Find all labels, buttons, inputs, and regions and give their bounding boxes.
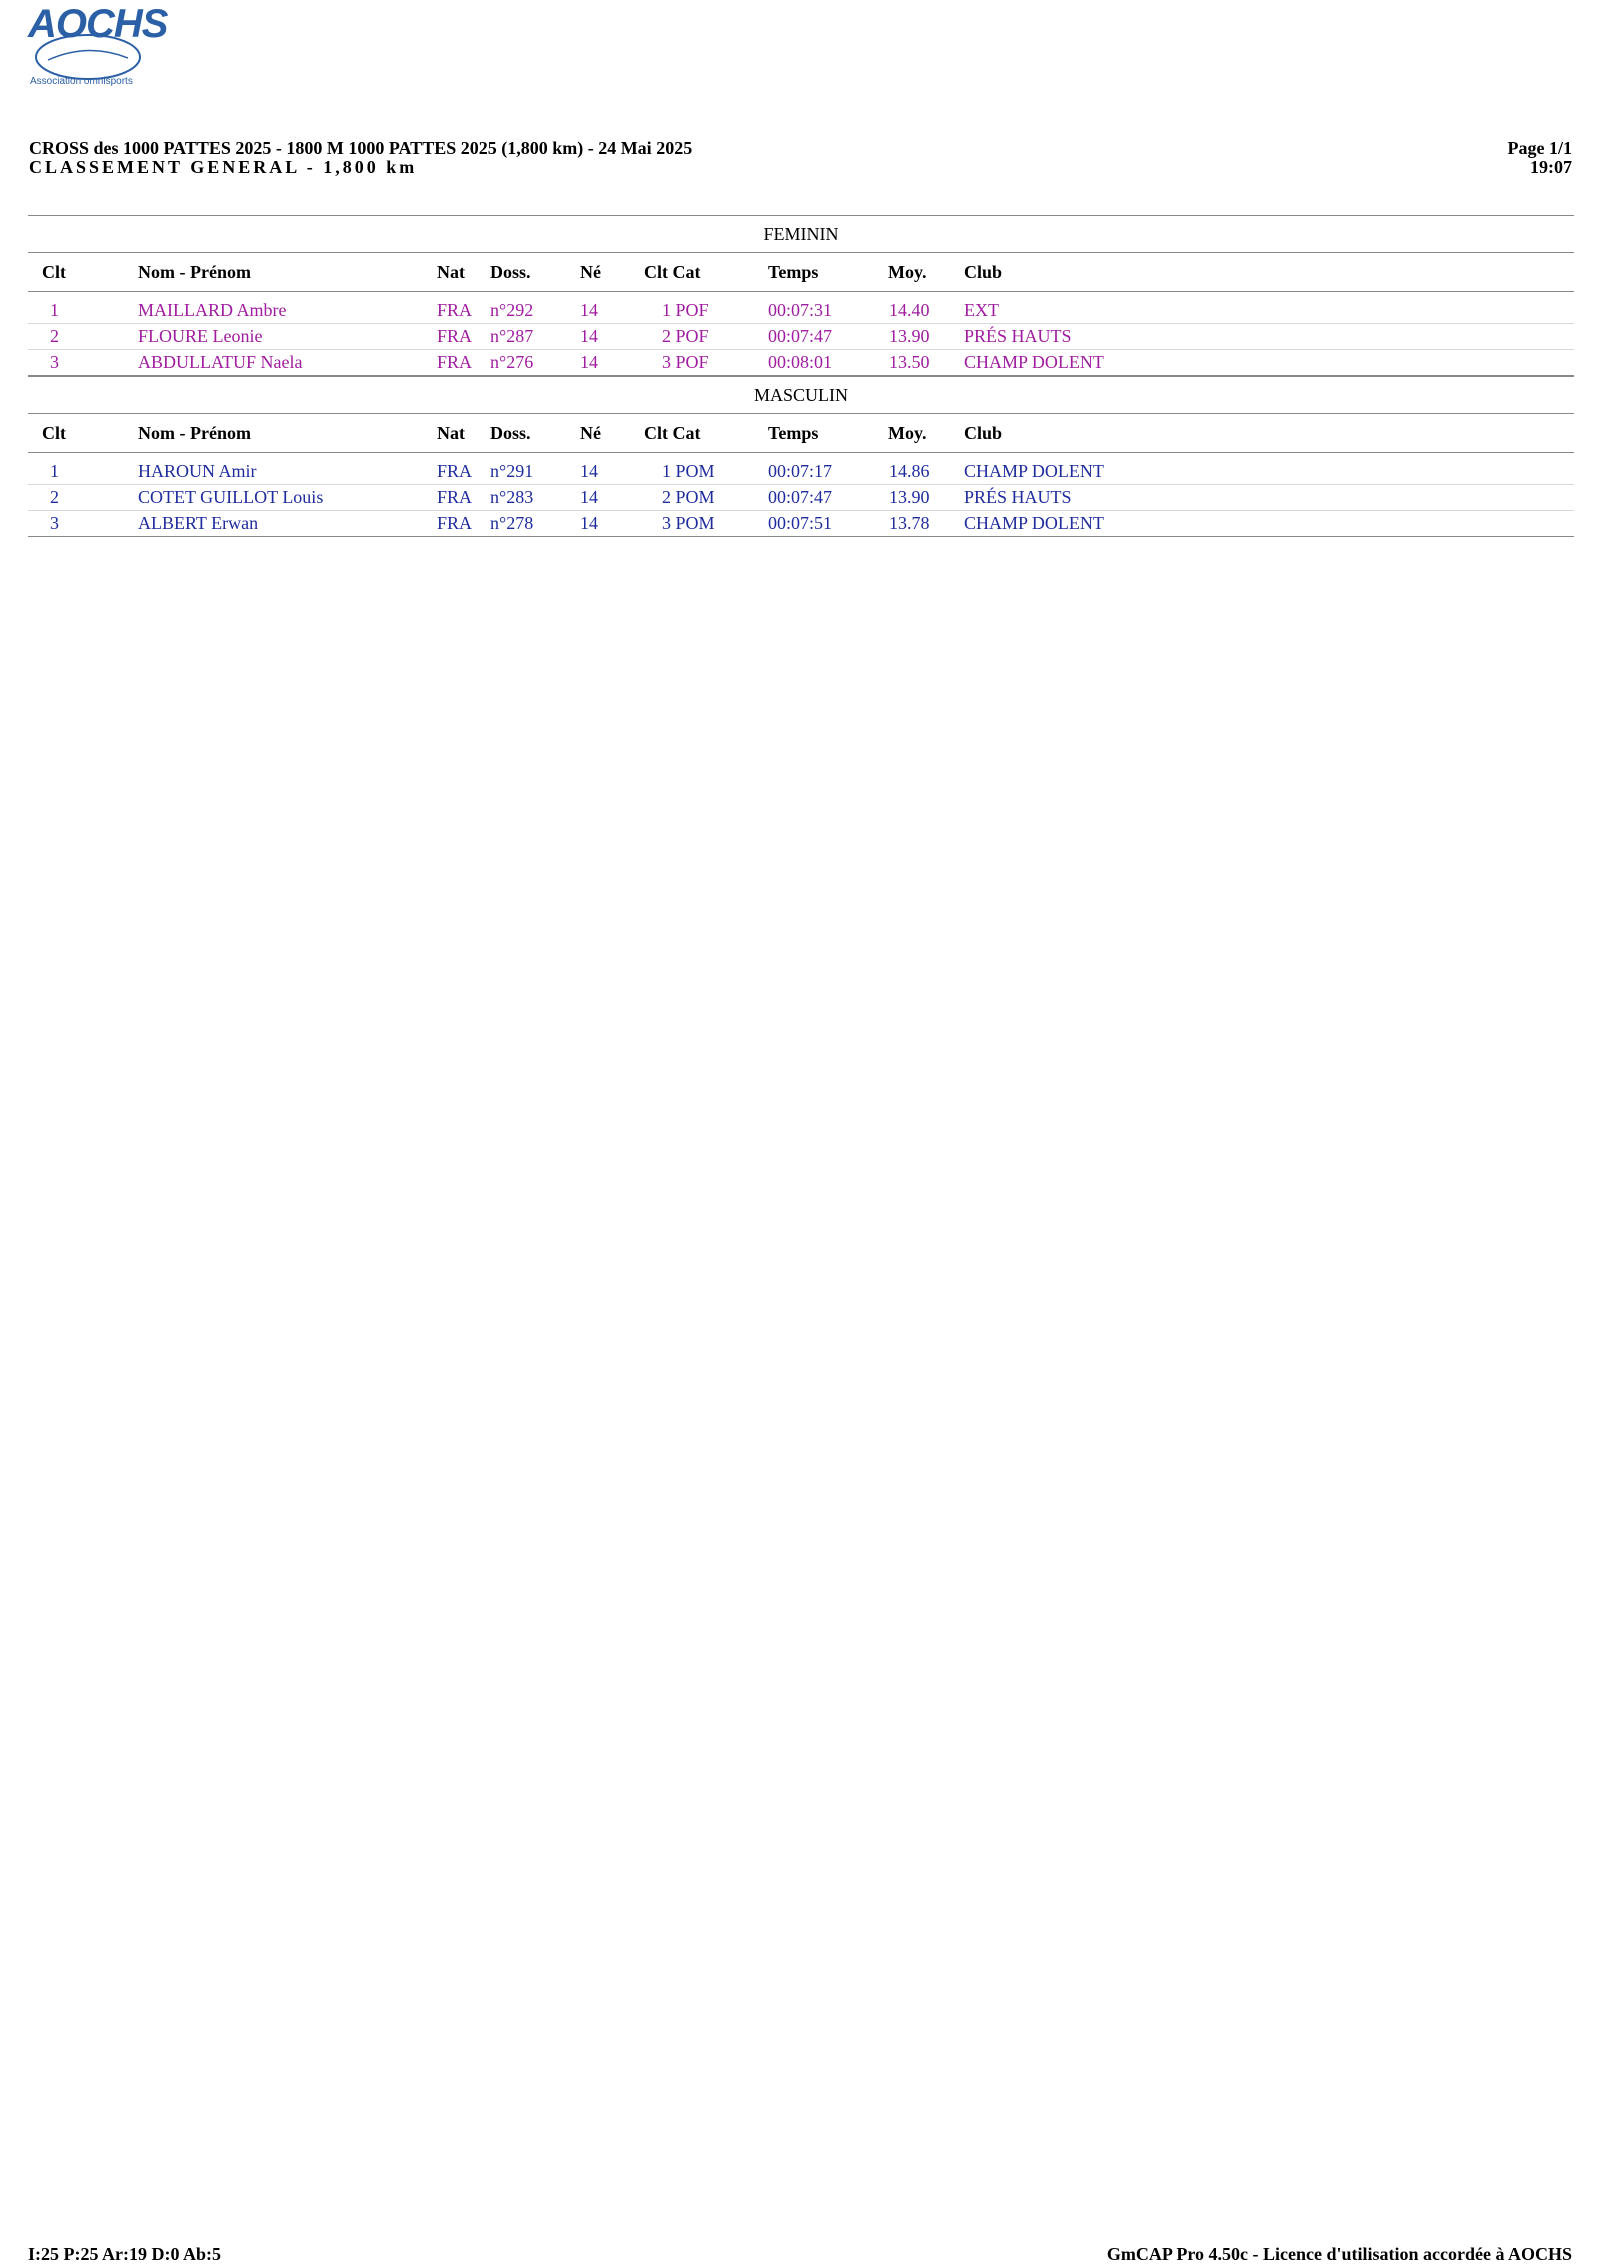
- event-title-line2: CLASSEMENT GENERAL - 1,800 km: [29, 157, 418, 177]
- cell-clt: 2: [50, 326, 59, 346]
- column-header-row: [28, 414, 1574, 453]
- print-time: 19:07: [1530, 157, 1572, 177]
- logo-wordmark: AOCHS: [28, 2, 168, 46]
- cell-cltcat: 1 POF: [662, 300, 709, 320]
- cell-nat: FRA: [437, 300, 473, 320]
- cell-moy: 13.50: [889, 352, 930, 372]
- table-row: [28, 350, 1574, 376]
- cell-clt: 3: [50, 352, 59, 372]
- column-header-ne: Né: [580, 423, 601, 443]
- section-title: MASCULIN: [28, 376, 1574, 414]
- aochs-logo: [28, 2, 168, 92]
- cell-moy: 13.90: [889, 326, 930, 346]
- cell-doss: n°291: [490, 461, 534, 481]
- cell-doss: n°287: [490, 326, 534, 346]
- cell-name: ALBERT Erwan: [138, 513, 259, 533]
- cell-temps: 00:07:31: [768, 300, 833, 320]
- table-row: [28, 485, 1574, 511]
- column-header-clt: Clt: [42, 423, 66, 443]
- column-header-doss: Doss.: [490, 262, 531, 282]
- cell-nat: FRA: [437, 461, 473, 481]
- column-header-name: Nom - Prénom: [138, 423, 251, 443]
- cell-clt: 1: [50, 300, 59, 320]
- cell-club: PRÉS HAUTS: [964, 326, 1072, 346]
- cell-moy: 13.90: [889, 487, 930, 507]
- table-row: [28, 324, 1574, 350]
- cell-ne: 14: [580, 326, 598, 346]
- cell-clt: 2: [50, 487, 59, 507]
- cell-ne: 14: [580, 352, 598, 372]
- section-title: FEMININ: [28, 215, 1574, 253]
- table-row: [28, 459, 1574, 485]
- column-header-name: Nom - Prénom: [138, 262, 251, 282]
- event-title: [29, 139, 692, 177]
- cell-moy: 14.86: [889, 461, 930, 481]
- cell-nat: FRA: [437, 326, 473, 346]
- cell-moy: 13.78: [889, 513, 930, 533]
- cell-club: PRÉS HAUTS: [964, 487, 1072, 507]
- cell-clt: 3: [50, 513, 59, 533]
- results-table: [28, 215, 1574, 537]
- cell-temps: 00:07:17: [768, 461, 833, 481]
- cell-ne: 14: [580, 461, 598, 481]
- section-rows: [28, 453, 1574, 537]
- cell-club: CHAMP DOLENT: [964, 513, 1104, 533]
- column-header-cltcat: Clt Cat: [644, 262, 701, 282]
- cell-ne: 14: [580, 300, 598, 320]
- column-header-ne: Né: [580, 262, 601, 282]
- cell-doss: n°278: [490, 513, 534, 533]
- column-header-cltcat: Clt Cat: [644, 423, 701, 443]
- column-header-nat: Nat: [437, 423, 465, 443]
- cell-temps: 00:07:47: [768, 487, 833, 507]
- cell-cltcat: 2 POM: [662, 487, 715, 507]
- cell-name: FLOURE Leonie: [138, 326, 263, 346]
- cell-ne: 14: [580, 487, 598, 507]
- cell-cltcat: 1 POM: [662, 461, 715, 481]
- cell-temps: 00:07:47: [768, 326, 833, 346]
- table-row: [28, 511, 1574, 537]
- cell-name: HAROUN Amir: [138, 461, 257, 481]
- column-header-moy: Moy.: [888, 423, 927, 443]
- cell-cltcat: 3 POM: [662, 513, 715, 533]
- column-header-temps: Temps: [768, 262, 819, 282]
- cell-nat: FRA: [437, 352, 473, 372]
- cell-ne: 14: [580, 513, 598, 533]
- cell-temps: 00:08:01: [768, 352, 833, 372]
- cell-doss: n°292: [490, 300, 534, 320]
- footer-stats: I:25 P:25 Ar:19 D:0 Ab:5: [28, 2244, 221, 2264]
- cell-nat: FRA: [437, 487, 473, 507]
- section-rows: [28, 292, 1574, 376]
- cell-club: EXT: [964, 300, 999, 320]
- cell-temps: 00:07:51: [768, 513, 833, 533]
- cell-moy: 14.40: [889, 300, 930, 320]
- cell-cltcat: 2 POF: [662, 326, 709, 346]
- column-header-nat: Nat: [437, 262, 465, 282]
- column-header-clt: Clt: [42, 262, 66, 282]
- column-header-club: Club: [964, 423, 1003, 443]
- event-title-line1: CROSS des 1000 PATTES 2025 - 1800 M 1000 PATTES 2025 (1,800 km) - 24 Mai 2025: [29, 138, 693, 158]
- column-header-doss: Doss.: [490, 423, 531, 443]
- column-header-row: [28, 253, 1574, 292]
- column-header-club: Club: [964, 262, 1003, 282]
- cell-doss: n°283: [490, 487, 534, 507]
- logo-tagline: Association omnisports: [30, 76, 133, 87]
- page-info: [1508, 139, 1573, 177]
- cell-cltcat: 3 POF: [662, 352, 709, 372]
- cell-name: ABDULLATUF Naela: [138, 352, 303, 372]
- cell-club: CHAMP DOLENT: [964, 461, 1104, 481]
- cell-doss: n°276: [490, 352, 534, 372]
- cell-name: MAILLARD Ambre: [138, 300, 287, 320]
- column-header-moy: Moy.: [888, 262, 927, 282]
- cell-club: CHAMP DOLENT: [964, 352, 1104, 372]
- cell-name: COTET GUILLOT Louis: [138, 487, 324, 507]
- footer-license: GmCAP Pro 4.50c - Licence d'utilisation accordée à AOCHS: [1106, 2244, 1572, 2264]
- table-row: [28, 298, 1574, 324]
- column-header-temps: Temps: [768, 423, 819, 443]
- cell-clt: 1: [50, 461, 59, 481]
- cell-nat: FRA: [437, 513, 473, 533]
- page-number: Page 1/1: [1507, 138, 1572, 158]
